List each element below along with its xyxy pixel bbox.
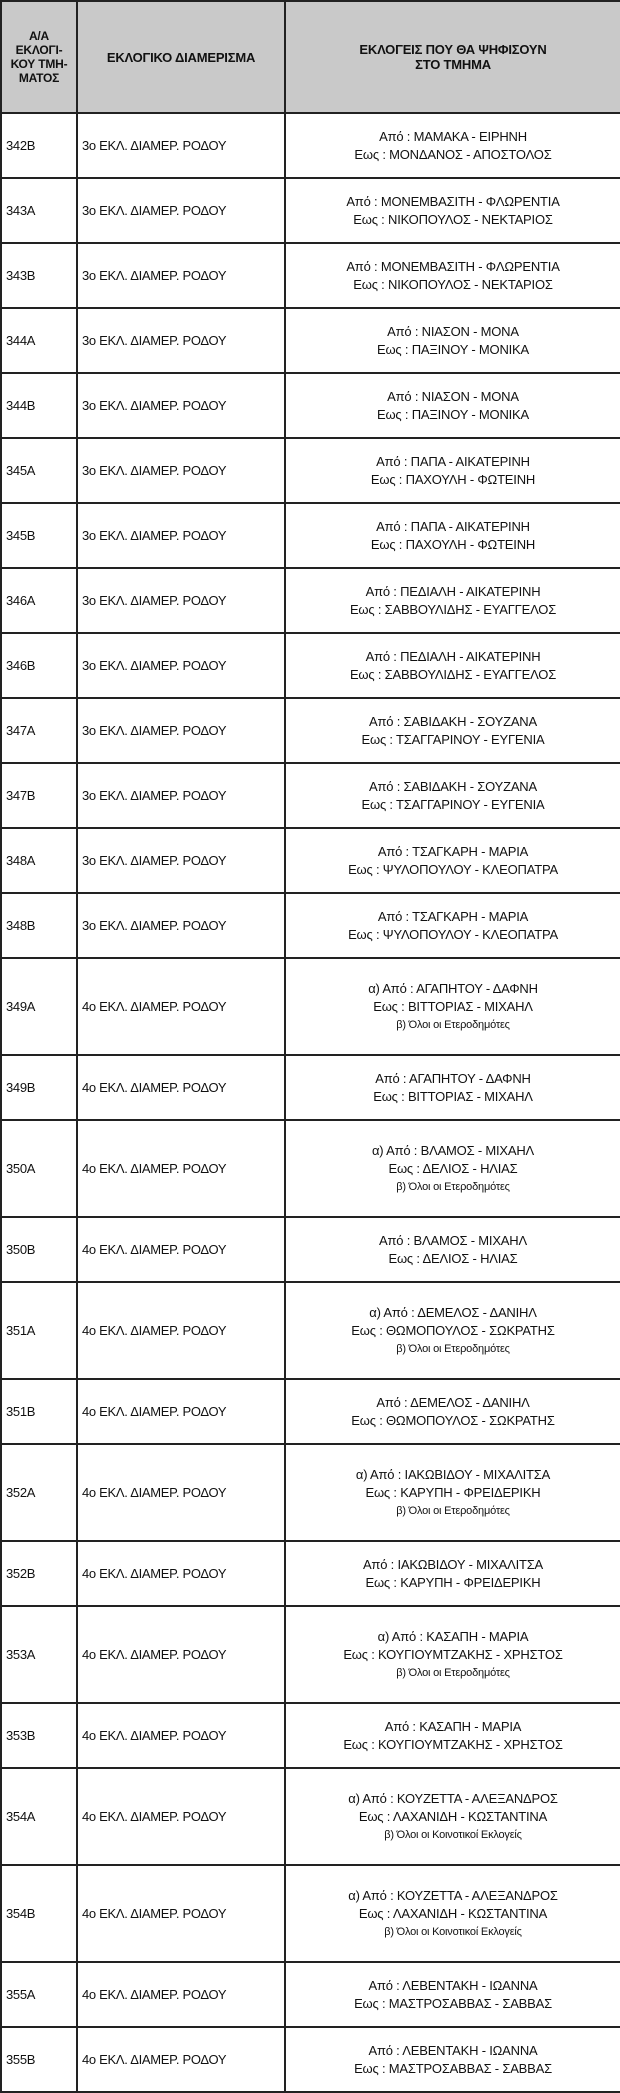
district-name: 4ο ΕΚΛ. ΔΙΑΜΕΡ. ΡΟΔΟΥ (77, 1379, 285, 1444)
voters-range (285, 698, 620, 763)
voters-range (285, 763, 620, 828)
section-code: 355Β (1, 2027, 77, 2092)
table-row (1, 1282, 620, 1379)
district-name: 4ο ΕΚΛ. ΔΙΑΜΕΡ. ΡΟΔΟΥ (77, 1120, 285, 1217)
voters-line: Εως : ΔΕΛΙΟΣ - ΗΛΙΑΣ (388, 1250, 518, 1266)
voters-note: β) Όλοι οι Κοινοτικοί Εκλογείς (384, 1828, 522, 1841)
voters-line: Από : ΣΑΒΙΔΑΚΗ - ΣΟΥΖΑΝΑ (369, 778, 537, 794)
voters-line: Εως : ΛΑΧΑΝΙΔΗ - ΚΩΣΤΑΝΤΙΝΑ (358, 1905, 548, 1921)
section-code: 355Α (1, 1962, 77, 2027)
district-name: 4ο ΕΚΛ. ΔΙΑΜΕΡ. ΡΟΔΟΥ (77, 1606, 285, 1703)
district-name: 3ο ΕΚΛ. ΔΙΑΜΕΡ. ΡΟΔΟΥ (77, 698, 285, 763)
district-name: 3ο ΕΚΛ. ΔΙΑΜΕΡ. ΡΟΔΟΥ (77, 113, 285, 178)
voters-note: β) Όλοι οι Ετεροδημότες (396, 1018, 510, 1031)
district-name: 3ο ΕΚΛ. ΔΙΑΜΕΡ. ΡΟΔΟΥ (77, 893, 285, 958)
section-code: 348Α (1, 828, 77, 893)
table-row (1, 113, 620, 178)
section-code: 349Α (1, 958, 77, 1055)
voters-range (285, 633, 620, 698)
district-name: 4ο ΕΚΛ. ΔΙΑΜΕΡ. ΡΟΔΟΥ (77, 2027, 285, 2092)
table-body (1, 113, 620, 2092)
voters-line: Από : ΜΟΝΕΜΒΑΣΙΤΗ - ΦΛΩΡΕΝΤΙΑ (346, 193, 560, 209)
voters-line: Από : ΣΑΒΙΔΑΚΗ - ΣΟΥΖΑΝΑ (369, 713, 537, 729)
voters-line: Εως : ΠΑΞΙΝΟΥ - ΜΟΝΙΚΑ (377, 406, 529, 422)
table-row (1, 503, 620, 568)
voters-line: Εως : ΔΕΛΙΟΣ - ΗΛΙΑΣ (388, 1160, 518, 1176)
voters-line: Εως : ΤΣΑΓΓΑΡΙΝΟΥ - ΕΥΓΕΝΙΑ (361, 796, 545, 812)
voters-line: Εως : ΝΙΚΟΠΟΥΛΟΣ - ΝΕΚΤΑΡΙΟΣ (353, 211, 553, 227)
district-name: 4ο ΕΚΛ. ΔΙΑΜΕΡ. ΡΟΔΟΥ (77, 958, 285, 1055)
voters-line: Από : ΠΕΔΙΑΛΗ - ΑΙΚΑΤΕΡΙΝΗ (365, 648, 541, 664)
district-name: 3ο ΕΚΛ. ΔΙΑΜΕΡ. ΡΟΔΟΥ (77, 568, 285, 633)
voters-line: α) Από : ΔΕΜΕΛΟΣ - ΔΑΝΙΗΛ (369, 1304, 537, 1320)
voters-line: Εως : ΠΑΧΟΥΛΗ - ΦΩΤΕΙΝΗ (370, 471, 536, 487)
voters-range (285, 568, 620, 633)
voters-range (285, 113, 620, 178)
table-row (1, 438, 620, 503)
district-name: 4ο ΕΚΛ. ΔΙΑΜΕΡ. ΡΟΔΟΥ (77, 1055, 285, 1120)
voters-line: Εως : ΝΙΚΟΠΟΥΛΟΣ - ΝΕΚΤΑΡΙΟΣ (353, 276, 553, 292)
voters-range (285, 178, 620, 243)
table-row (1, 828, 620, 893)
table-row (1, 1217, 620, 1282)
section-code: 344Β (1, 373, 77, 438)
voters-line: α) Από : ΚΟΥΖΕΤΤΑ - ΑΛΕΞΑΝΔΡΟΣ (348, 1790, 558, 1806)
voters-line: Εως : ΜΑΣΤΡΟΣΑΒΒΑΣ - ΣΑΒΒΑΣ (354, 2060, 552, 2076)
voters-range (285, 958, 620, 1055)
voters-note: β) Όλοι οι Ετεροδημότες (396, 1666, 510, 1679)
district-name: 4ο ΕΚΛ. ΔΙΑΜΕΡ. ΡΟΔΟΥ (77, 1962, 285, 2027)
district-name: 3ο ΕΚΛ. ΔΙΑΜΕΡ. ΡΟΔΟΥ (77, 763, 285, 828)
voters-range (285, 1768, 620, 1865)
voters-line: Από : ΛΕΒΕΝΤΑΚΗ - ΙΩΑΝΝΑ (368, 1977, 538, 1993)
section-code: 350Α (1, 1120, 77, 1217)
voters-range (285, 1541, 620, 1606)
voters-range (285, 2027, 620, 2092)
district-name: 4ο ΕΚΛ. ΔΙΑΜΕΡ. ΡΟΔΟΥ (77, 1703, 285, 1768)
voters-line: Από : ΑΓΑΠΗΤΟΥ - ΔΑΦΝΗ (375, 1070, 531, 1086)
table-row (1, 1055, 620, 1120)
section-code: 350Β (1, 1217, 77, 1282)
table-row (1, 568, 620, 633)
voters-line: Εως : ΠΑΧΟΥΛΗ - ΦΩΤΕΙΝΗ (370, 536, 536, 552)
voters-range (285, 438, 620, 503)
table-row (1, 243, 620, 308)
voters-line: Από : ΠΑΠΑ - ΑΙΚΑΤΕΡΙΝΗ (376, 518, 530, 534)
voters-line: Από : ΙΑΚΩΒΙΔΟΥ - ΜΙΧΑΛΙΤΣΑ (362, 1556, 544, 1572)
district-name: 3ο ΕΚΛ. ΔΙΑΜΕΡ. ΡΟΔΟΥ (77, 308, 285, 373)
voters-line: α) Από : ΚΟΥΖΕΤΤΑ - ΑΛΕΞΑΝΔΡΟΣ (348, 1887, 558, 1903)
header-voters: ΕΚΛΟΓΕΙΣ ΠΟΥ ΘΑ ΨΗΦΙΣΟΥΝ ΣΤΟ ΤΜΗΜΑ (285, 1, 620, 113)
section-code: 348Β (1, 893, 77, 958)
voters-range (285, 503, 620, 568)
voters-line: Από : ΔΕΜΕΛΟΣ - ΔΑΝΙΗΛ (376, 1394, 530, 1410)
voters-line: Από : ΛΕΒΕΝΤΑΚΗ - ΙΩΑΝΝΑ (368, 2042, 538, 2058)
table-row (1, 1120, 620, 1217)
section-code: 352Β (1, 1541, 77, 1606)
voters-range (285, 308, 620, 373)
section-code: 352Α (1, 1444, 77, 1541)
section-code: 353Β (1, 1703, 77, 1768)
section-code: 354Α (1, 1768, 77, 1865)
table-row (1, 308, 620, 373)
voters-line: α) Από : ΚΑΣΑΠΗ - ΜΑΡΙΑ (377, 1628, 529, 1644)
table-row (1, 1703, 620, 1768)
voters-line: Από : ΠΕΔΙΑΛΗ - ΑΙΚΑΤΕΡΙΝΗ (365, 583, 541, 599)
section-code: 342Β (1, 113, 77, 178)
section-code: 351Α (1, 1282, 77, 1379)
district-name: 4ο ΕΚΛ. ΔΙΑΜΕΡ. ΡΟΔΟΥ (77, 1541, 285, 1606)
voters-line: Εως : ΘΩΜΟΠΟΥΛΟΣ - ΣΩΚΡΑΤΗΣ (351, 1412, 555, 1428)
voters-line: α) Από : ΙΑΚΩΒΙΔΟΥ - ΜΙΧΑΛΙΤΣΑ (355, 1466, 551, 1482)
voters-line: Εως : ΒΙΤΤΟΡΙΑΣ - ΜΙΧΑΗΛ (373, 1088, 533, 1104)
section-code: 349Β (1, 1055, 77, 1120)
section-code: 345Α (1, 438, 77, 503)
table-row (1, 373, 620, 438)
voters-note: β) Όλοι οι Κοινοτικοί Εκλογείς (384, 1925, 522, 1938)
voters-line: Εως : ΜΑΣΤΡΟΣΑΒΒΑΣ - ΣΑΒΒΑΣ (354, 1995, 552, 2011)
voters-line: Εως : ΒΙΤΤΟΡΙΑΣ - ΜΙΧΑΗΛ (373, 998, 533, 1014)
voters-line: Από : ΝΙΑΣΟΝ - ΜΟΝΑ (387, 388, 519, 404)
voters-note: β) Όλοι οι Ετεροδημότες (396, 1504, 510, 1517)
district-name: 3ο ΕΚΛ. ΔΙΑΜΕΡ. ΡΟΔΟΥ (77, 503, 285, 568)
voters-range (285, 1606, 620, 1703)
voters-line: Εως : ΚΟΥΓΙΟΥΜΤΖΑΚΗΣ - ΧΡΗΣΤΟΣ (343, 1736, 563, 1752)
voters-range (285, 1703, 620, 1768)
voters-range (285, 1865, 620, 1962)
voters-range (285, 1444, 620, 1541)
section-code: 354Β (1, 1865, 77, 1962)
voters-range (285, 1282, 620, 1379)
section-code: 343Β (1, 243, 77, 308)
voters-range (285, 1962, 620, 2027)
voters-range (285, 243, 620, 308)
header-district: ΕΚΛΟΓΙΚΟ ΔΙΑΜΕΡΙΣΜΑ (77, 1, 285, 113)
voters-line: α) Από : ΑΓΑΠΗΤΟΥ - ΔΑΦΝΗ (368, 980, 538, 996)
voters-line: Εως : ΚΑΡΥΠΗ - ΦΡΕΙΔΕΡΙΚΗ (365, 1484, 541, 1500)
voters-note: β) Όλοι οι Ετεροδημότες (396, 1180, 510, 1193)
voters-line: Εως : ΜΟΝΔΑΝΟΣ - ΑΠΟΣΤΟΛΟΣ (354, 146, 552, 162)
voters-note: β) Όλοι οι Ετεροδημότες (396, 1342, 510, 1355)
voters-line: Από : ΤΣΑΓΚΑΡΗ - ΜΑΡΙΑ (377, 908, 529, 924)
voters-line: Εως : ΣΑΒΒΟΥΛΙΔΗΣ - ΕΥΑΓΓΕΛΟΣ (349, 601, 557, 617)
voters-range (285, 1217, 620, 1282)
voters-line: Εως : ΨΥΛΟΠΟΥΛΟΥ - ΚΛΕΟΠΑΤΡΑ (348, 861, 558, 877)
district-name: 4ο ΕΚΛ. ΔΙΑΜΕΡ. ΡΟΔΟΥ (77, 1865, 285, 1962)
voters-line: Εως : ΤΣΑΓΓΑΡΙΝΟΥ - ΕΥΓΕΝΙΑ (361, 731, 545, 747)
voters-line: Από : ΜΑΜΑΚΑ - ΕΙΡΗΝΗ (379, 128, 527, 144)
voters-line: Από : ΚΑΣΑΠΗ - ΜΑΡΙΑ (384, 1718, 522, 1734)
table-row (1, 893, 620, 958)
voters-line: Από : ΤΣΑΓΚΑΡΗ - ΜΑΡΙΑ (377, 843, 529, 859)
table-row (1, 763, 620, 828)
voters-line: Εως : ΘΩΜΟΠΟΥΛΟΣ - ΣΩΚΡΑΤΗΣ (351, 1322, 555, 1338)
voters-line: Εως : ΣΑΒΒΟΥΛΙΔΗΣ - ΕΥΑΓΓΕΛΟΣ (349, 666, 557, 682)
section-code: 346Α (1, 568, 77, 633)
voters-range (285, 893, 620, 958)
voters-line: Εως : ΚΑΡΥΠΗ - ΦΡΕΙΔΕΡΙΚΗ (365, 1574, 541, 1590)
district-name: 4ο ΕΚΛ. ΔΙΑΜΕΡ. ΡΟΔΟΥ (77, 1282, 285, 1379)
district-name: 4ο ΕΚΛ. ΔΙΑΜΕΡ. ΡΟΔΟΥ (77, 1444, 285, 1541)
voters-range (285, 1120, 620, 1217)
voters-line: α) Από : ΒΛΑΜΟΣ - ΜΙΧΑΗΛ (371, 1142, 535, 1158)
table-row (1, 1606, 620, 1703)
table-row (1, 2027, 620, 2092)
section-code: 346Β (1, 633, 77, 698)
district-name: 3ο ΕΚΛ. ΔΙΑΜΕΡ. ΡΟΔΟΥ (77, 633, 285, 698)
section-code: 351Β (1, 1379, 77, 1444)
voters-line: Εως : ΚΟΥΓΙΟΥΜΤΖΑΚΗΣ - ΧΡΗΣΤΟΣ (343, 1646, 563, 1662)
section-code: 343Α (1, 178, 77, 243)
table-row (1, 178, 620, 243)
section-code: 353Α (1, 1606, 77, 1703)
district-name: 3ο ΕΚΛ. ΔΙΑΜΕΡ. ΡΟΔΟΥ (77, 243, 285, 308)
table-row (1, 1962, 620, 2027)
voters-line: Από : ΒΛΑΜΟΣ - ΜΙΧΑΗΛ (379, 1232, 527, 1248)
voters-range (285, 1379, 620, 1444)
voters-line: Από : ΜΟΝΕΜΒΑΣΙΤΗ - ΦΛΩΡΕΝΤΙΑ (346, 258, 560, 274)
section-code: 347Α (1, 698, 77, 763)
table-row (1, 1768, 620, 1865)
voters-line: Από : ΠΑΠΑ - ΑΙΚΑΤΕΡΙΝΗ (376, 453, 530, 469)
table-row (1, 698, 620, 763)
voters-line: Από : ΝΙΑΣΟΝ - ΜΟΝΑ (387, 323, 519, 339)
table-row (1, 1865, 620, 1962)
table-row (1, 633, 620, 698)
voters-line: Εως : ΛΑΧΑΝΙΔΗ - ΚΩΣΤΑΝΤΙΝΑ (358, 1808, 548, 1824)
voters-range (285, 1055, 620, 1120)
table-row (1, 958, 620, 1055)
table-header (1, 1, 620, 113)
table-row (1, 1379, 620, 1444)
section-code: 345Β (1, 503, 77, 568)
voters-line: Εως : ΠΑΞΙΝΟΥ - ΜΟΝΙΚΑ (377, 341, 529, 357)
header-section-code: Α/Α ΕΚΛΟΓΙ- ΚΟΥ ΤΜΗ- ΜΑΤΟΣ (1, 1, 77, 113)
district-name: 3ο ΕΚΛ. ΔΙΑΜΕΡ. ΡΟΔΟΥ (77, 438, 285, 503)
voters-line: Εως : ΨΥΛΟΠΟΥΛΟΥ - ΚΛΕΟΠΑΤΡΑ (348, 926, 558, 942)
district-name: 3ο ΕΚΛ. ΔΙΑΜΕΡ. ΡΟΔΟΥ (77, 828, 285, 893)
table-row (1, 1541, 620, 1606)
voters-range (285, 373, 620, 438)
section-code: 344Α (1, 308, 77, 373)
table-row (1, 1444, 620, 1541)
district-name: 3ο ΕΚΛ. ΔΙΑΜΕΡ. ΡΟΔΟΥ (77, 178, 285, 243)
section-code: 347Β (1, 763, 77, 828)
voters-range (285, 828, 620, 893)
district-name: 4ο ΕΚΛ. ΔΙΑΜΕΡ. ΡΟΔΟΥ (77, 1768, 285, 1865)
district-name: 3ο ΕΚΛ. ΔΙΑΜΕΡ. ΡΟΔΟΥ (77, 373, 285, 438)
district-name: 4ο ΕΚΛ. ΔΙΑΜΕΡ. ΡΟΔΟΥ (77, 1217, 285, 1282)
